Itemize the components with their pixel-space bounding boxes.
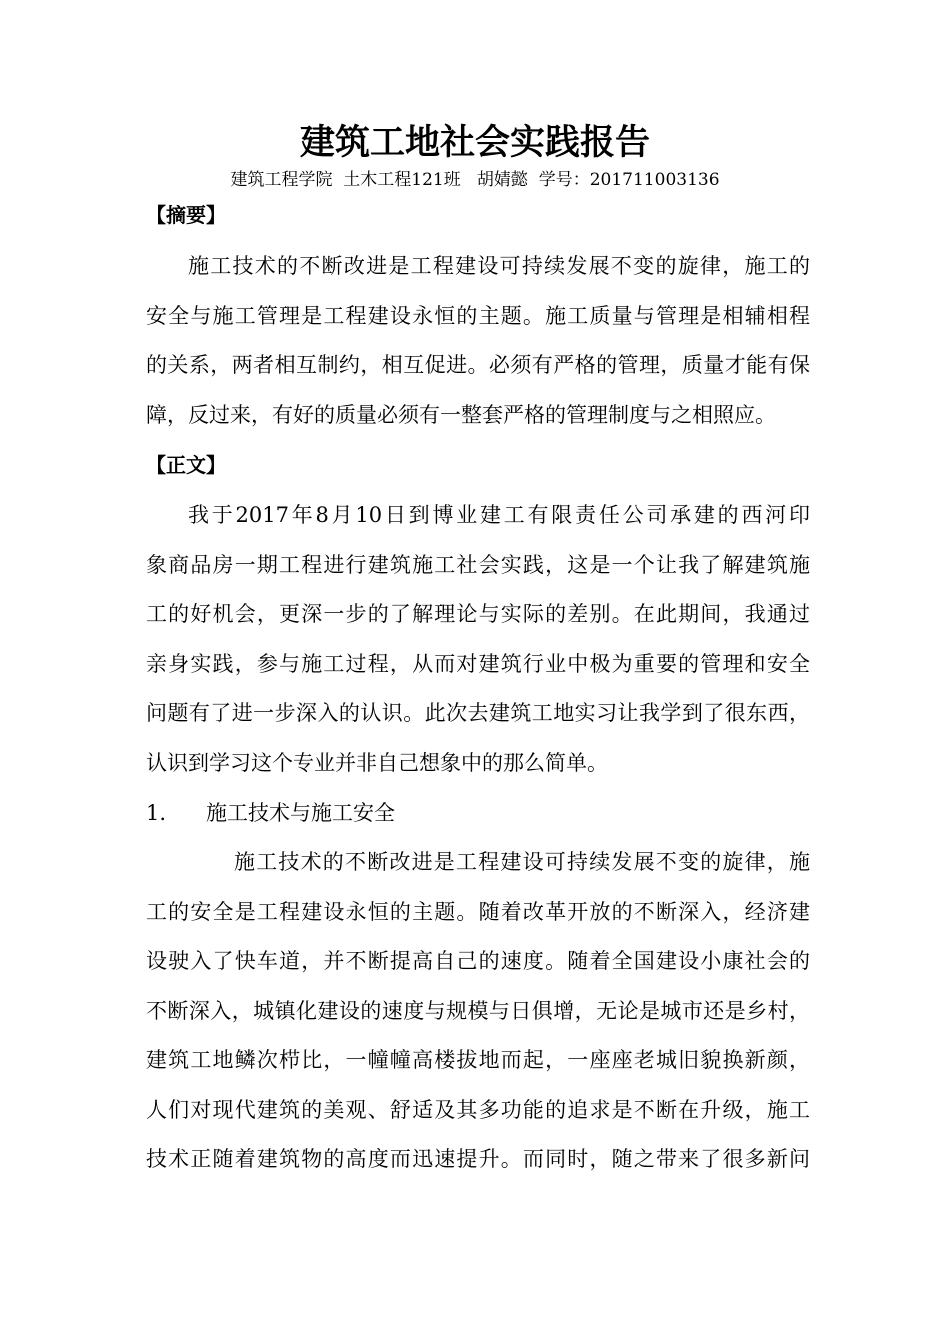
body-line: 我于2017年8月10日到博业建工有限责任公司承建的西河印 — [188, 503, 810, 527]
abstract-paragraph — [146, 242, 810, 440]
body-line: 工的好机会，更深一步的了解理论与实际的差别。在此期间，我通过 — [146, 602, 810, 626]
section-number: 1. — [146, 801, 167, 825]
section-line: 工的安全是工程建设永恒的主题。随着改革开放的不断深入，经济建 — [146, 899, 810, 924]
section-heading — [146, 796, 395, 830]
section-line: 不断深入，城镇化建设的速度与规模与日俱增，无论是城市还是乡村， — [146, 998, 810, 1023]
body-line: 问题有了进一步深入的认识。此次去建筑工地实习让我学到了很东西， — [146, 701, 810, 725]
section-line: 技术正随着建筑物的高度而迅速提升。而同时，随之带来了很多新问 — [146, 1147, 810, 1171]
body-line: 认识到学习这个专业并非自己想象中的那么简单。 — [146, 750, 608, 775]
section-line: 建筑工地鳞次栉比，一幢幢高楼拔地而起，一座座老城旧貌换新颜， — [146, 1048, 810, 1072]
document-title: 建筑工地社会实践报告 — [299, 122, 650, 163]
body-heading: 【正文】 — [146, 453, 226, 477]
author-byline: 建筑工程学院 土木工程121班 胡婧懿 学号：201711003136 — [230, 170, 720, 190]
abstract-line: 的关系，两者相互制约，相互促进。必须有严格的管理，质量才能有保 — [146, 353, 810, 377]
section-line: 设驶入了快车道，并不断提高自己的速度。随着全国建设小康社会的 — [146, 949, 810, 973]
body-paragraph — [146, 491, 810, 788]
section-line: 施工技术的不断改进是工程建设可持续发展不变的旋律，施 — [234, 850, 810, 874]
abstract-heading: 【摘要】 — [146, 203, 226, 227]
body-line: 亲身实践，参与施工过程，从而对建筑行业中极为重要的管理和安全 — [146, 651, 810, 676]
section-paragraph — [146, 838, 810, 1185]
section-title: 施工技术与施工安全 — [206, 801, 395, 825]
abstract-line: 障，反过来，有好的质量必须有一整套严格的管理制度与之相照应。 — [146, 402, 776, 427]
abstract-line: 安全与施工管理是工程建设永恒的主题。施工质量与管理是相辅相程 — [146, 303, 810, 328]
body-line: 象商品房一期工程进行建筑施工社会实践，这是一个让我了解建筑施 — [146, 552, 810, 577]
section-line: 人们对现代建筑的美观、舒适及其多功能的追求是不断在升级，施工 — [146, 1097, 810, 1122]
abstract-line: 施工技术的不断改进是工程建设可持续发展不变的旋律，施工的 — [188, 254, 810, 278]
